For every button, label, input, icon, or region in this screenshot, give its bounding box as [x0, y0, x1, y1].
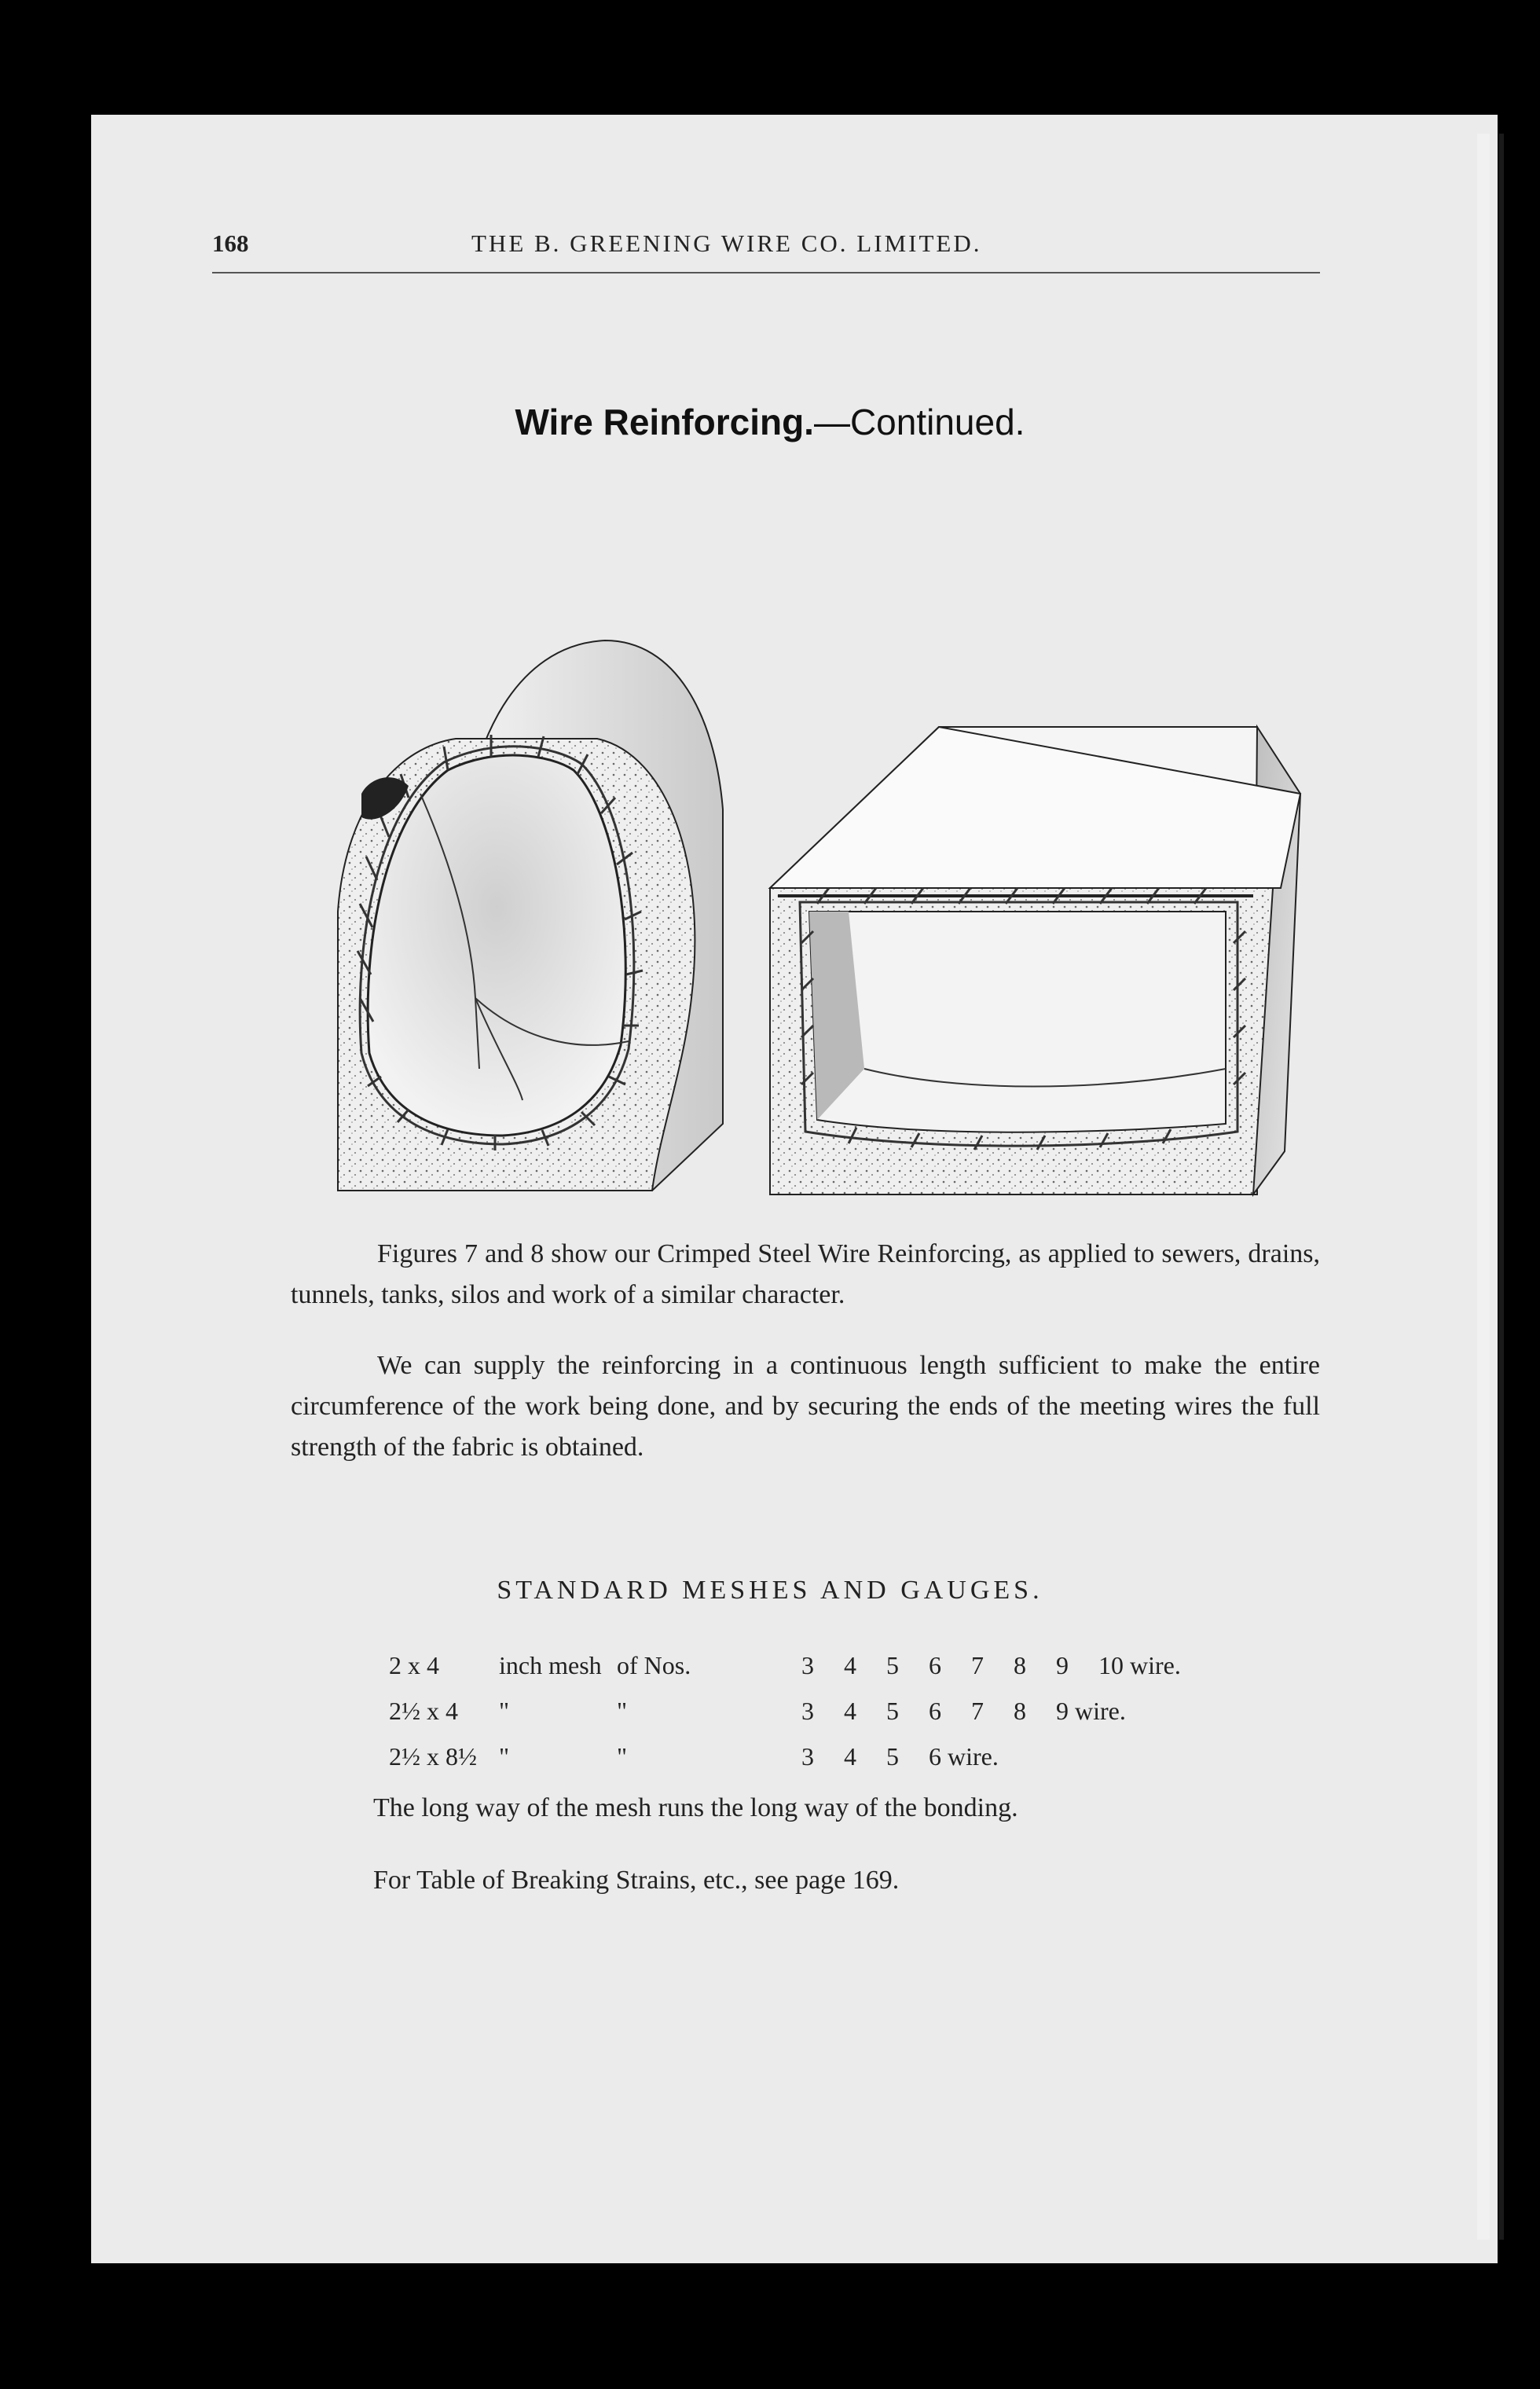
mesh-size: 2½ x 8½	[389, 1741, 477, 1771]
table-row	[389, 1642, 1181, 1688]
figure-8-box-culvert	[770, 727, 1300, 1194]
paragraph-2-text: We can supply the reinforcing in a continuous length sufficient to make the entire circumference of the work being done, and by securing the ends of the meeting wires the full strength of the fabric is obtained.	[291, 1351, 1320, 1462]
gauge-number: 8	[1014, 1650, 1026, 1679]
mesh-unit: inch mesh	[499, 1650, 602, 1679]
gauge-number: 4	[844, 1650, 856, 1679]
gauge-number: 9	[1056, 1650, 1069, 1679]
gauge-number: 5	[886, 1696, 899, 1725]
title-main: Wire Reinforcing.	[515, 402, 814, 442]
mesh-unit: "	[499, 1696, 510, 1725]
gauge-number: 6 wire.	[929, 1741, 999, 1771]
title-suffix: —Continued.	[813, 402, 1025, 442]
gauge-label: of Nos.	[617, 1650, 691, 1679]
footnote-bonding: The long way of the mesh runs the long way of the bonding.	[373, 1793, 1018, 1822]
meshes-table	[389, 1642, 1181, 1779]
gauge-number: 9 wire.	[1056, 1696, 1126, 1725]
gauge-number: 6	[929, 1696, 941, 1725]
figure-7-egg-sewer	[338, 640, 723, 1191]
gauge-number: 4	[844, 1696, 856, 1725]
gauge-number: 6	[929, 1650, 941, 1679]
table-title: STANDARD MESHES AND GAUGES.	[497, 1576, 1043, 1605]
gauge-number: 8	[1014, 1696, 1026, 1725]
page-number: 168	[212, 229, 249, 257]
gauge-number: 3	[801, 1650, 814, 1679]
gauge-number: 3	[801, 1741, 814, 1771]
next-page-edge	[1477, 134, 1490, 2240]
gauge-number: 7	[971, 1650, 984, 1679]
running-head: THE B. GREENING WIRE CO. LIMITED.	[471, 229, 982, 257]
header-rule	[212, 272, 1320, 273]
gauge-number: 5	[886, 1741, 899, 1771]
gauge-number: 4	[844, 1741, 856, 1771]
footnote-breaking-strains: For Table of Breaking Strains, etc., see page 169.	[373, 1866, 900, 1895]
section-title	[0, 401, 1540, 443]
table-row	[389, 1688, 1181, 1734]
page-header	[212, 229, 1320, 292]
gauge-number: 10 wire.	[1098, 1650, 1181, 1679]
gauge-label: "	[617, 1741, 628, 1771]
gauge-number: 5	[886, 1650, 899, 1679]
mesh-size: 2 x 4	[389, 1650, 439, 1679]
mesh-size: 2½ x 4	[389, 1696, 458, 1725]
paragraph-1-text: Figures 7 and 8 show our Crimped Steel Wire Reinforcing, as applied to sewers, drains, tunnels, tanks, silos and work of a similar character.	[291, 1239, 1320, 1309]
binding-shadow	[1499, 134, 1504, 2240]
paragraph-figures	[291, 1234, 1320, 1316]
gauge-number: 7	[971, 1696, 984, 1725]
paragraph-supply	[291, 1345, 1320, 1468]
reinforcement-illustration	[314, 629, 1336, 1210]
gauge-label: "	[617, 1696, 628, 1725]
table-row	[389, 1734, 1181, 1779]
mesh-unit: "	[499, 1741, 510, 1771]
gauge-number: 3	[801, 1696, 814, 1725]
